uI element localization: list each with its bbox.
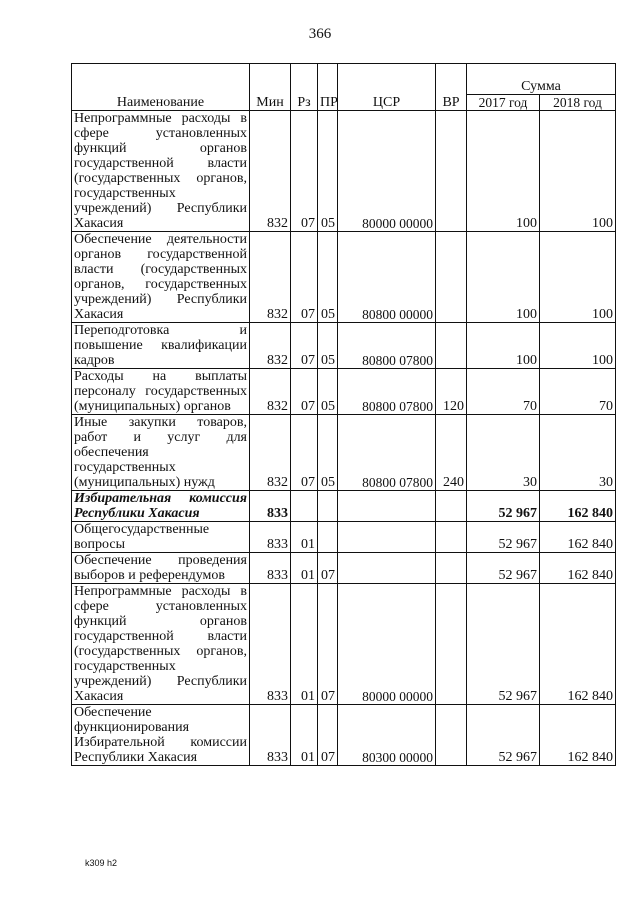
row-name: Обеспечение деятельности органов государственной власти (государственных органов, государственных учреждений) Республики Хакасия [72,232,250,323]
row-sum-2018: 162 840 [540,522,616,553]
row-vr [436,522,467,553]
header-sum: Сумма [467,64,616,95]
row-vr [436,553,467,584]
row-sum-2017: 52 967 [467,491,540,522]
table-row [72,584,616,705]
row-sum-2018: 100 [540,232,616,323]
row-pr: 07 [318,553,338,584]
header-pr: ПР [318,64,338,111]
row-sum-2017: 30 [467,415,540,491]
row-sum-2017: 100 [467,111,540,232]
row-csr [338,553,436,584]
footer-code: k309 h2 [85,858,118,868]
row-min: 833 [250,522,291,553]
row-csr [338,522,436,553]
row-rz: 07 [291,111,318,232]
row-rz: 07 [291,415,318,491]
table-row [72,415,616,491]
row-pr: 05 [318,369,338,415]
row-name: Расходы на выплаты персоналу государственных (муниципальных) органов [72,369,250,415]
row-pr: 05 [318,415,338,491]
row-sum-2017: 52 967 [467,553,540,584]
row-min: 833 [250,705,291,766]
row-csr: 80800 07800 [338,323,436,369]
row-sum-2018: 162 840 [540,491,616,522]
row-vr [436,232,467,323]
row-pr [318,491,338,522]
row-name: Обеспечение функционирования Избирательной комиссии Республики Хакасия [72,705,250,766]
header-min: Мин [250,64,291,111]
table-row [72,232,616,323]
row-pr [318,522,338,553]
row-sum-2017: 52 967 [467,584,540,705]
table-row-section [72,491,616,522]
row-pr: 05 [318,232,338,323]
row-csr: 80300 00000 [338,705,436,766]
row-sum-2018: 30 [540,415,616,491]
row-name: Обеспечение проведения выборов и референдумов [72,553,250,584]
row-rz: 07 [291,323,318,369]
row-min: 833 [250,553,291,584]
row-csr: 80000 00000 [338,111,436,232]
header-year-2018: 2018 год [540,95,616,111]
row-pr: 05 [318,111,338,232]
table-row [72,111,616,232]
budget-table [71,63,616,766]
row-sum-2018: 100 [540,323,616,369]
row-rz: 07 [291,369,318,415]
row-pr: 07 [318,584,338,705]
row-min: 832 [250,232,291,323]
row-csr: 80800 07800 [338,369,436,415]
row-min: 833 [250,491,291,522]
row-vr [436,491,467,522]
row-pr: 05 [318,323,338,369]
row-rz: 01 [291,584,318,705]
row-rz: 07 [291,232,318,323]
row-vr [436,111,467,232]
page-number: 366 [308,26,332,42]
row-sum-2017: 52 967 [467,705,540,766]
row-rz: 01 [291,553,318,584]
row-name: Общегосударственные вопросы [72,522,250,553]
header-year-2017: 2017 год [467,95,540,111]
row-vr: 120 [436,369,467,415]
header-rz: Рз [291,64,318,111]
row-sum-2017: 70 [467,369,540,415]
row-min: 832 [250,111,291,232]
table-row [72,553,616,584]
row-vr [436,584,467,705]
row-name: Непрограммные расходы в сфере установленных функций органов государственной власти (государственных органов, государственных учреждений) Республики Хакасия [72,111,250,232]
row-sum-2018: 70 [540,369,616,415]
row-rz: 01 [291,705,318,766]
row-vr: 240 [436,415,467,491]
table-row [72,705,616,766]
row-vr [436,323,467,369]
row-sum-2018: 100 [540,111,616,232]
row-csr: 80800 07800 [338,415,436,491]
row-name: Иные закупки товаров, работ и услуг для обеспечения государственных (муниципальных) нужд [72,415,250,491]
row-min: 833 [250,584,291,705]
row-vr [436,705,467,766]
row-csr: 80800 00000 [338,232,436,323]
row-sum-2018: 162 840 [540,705,616,766]
row-rz [291,491,318,522]
row-csr [338,491,436,522]
header-csr: ЦСР [338,64,436,111]
row-sum-2017: 52 967 [467,522,540,553]
table-row [72,522,616,553]
table-row [72,369,616,415]
row-sum-2017: 100 [467,232,540,323]
header-row [72,64,616,95]
row-pr: 07 [318,705,338,766]
row-name: Переподготовка и повышение квалификации кадров [72,323,250,369]
row-name: Непрограммные расходы в сфере установленных функций органов государственной власти (государственных органов, государственных учреждений) Республики Хакасия [72,584,250,705]
row-name: Избирательная комиссия Республики Хакасия [72,491,250,522]
row-min: 832 [250,369,291,415]
row-sum-2018: 162 840 [540,553,616,584]
row-sum-2018: 162 840 [540,584,616,705]
row-min: 832 [250,323,291,369]
row-min: 832 [250,415,291,491]
row-sum-2017: 100 [467,323,540,369]
row-rz: 01 [291,522,318,553]
table-row [72,323,616,369]
header-vr: ВР [436,64,467,111]
row-csr: 80000 00000 [338,584,436,705]
header-name: Наименование [72,64,250,111]
